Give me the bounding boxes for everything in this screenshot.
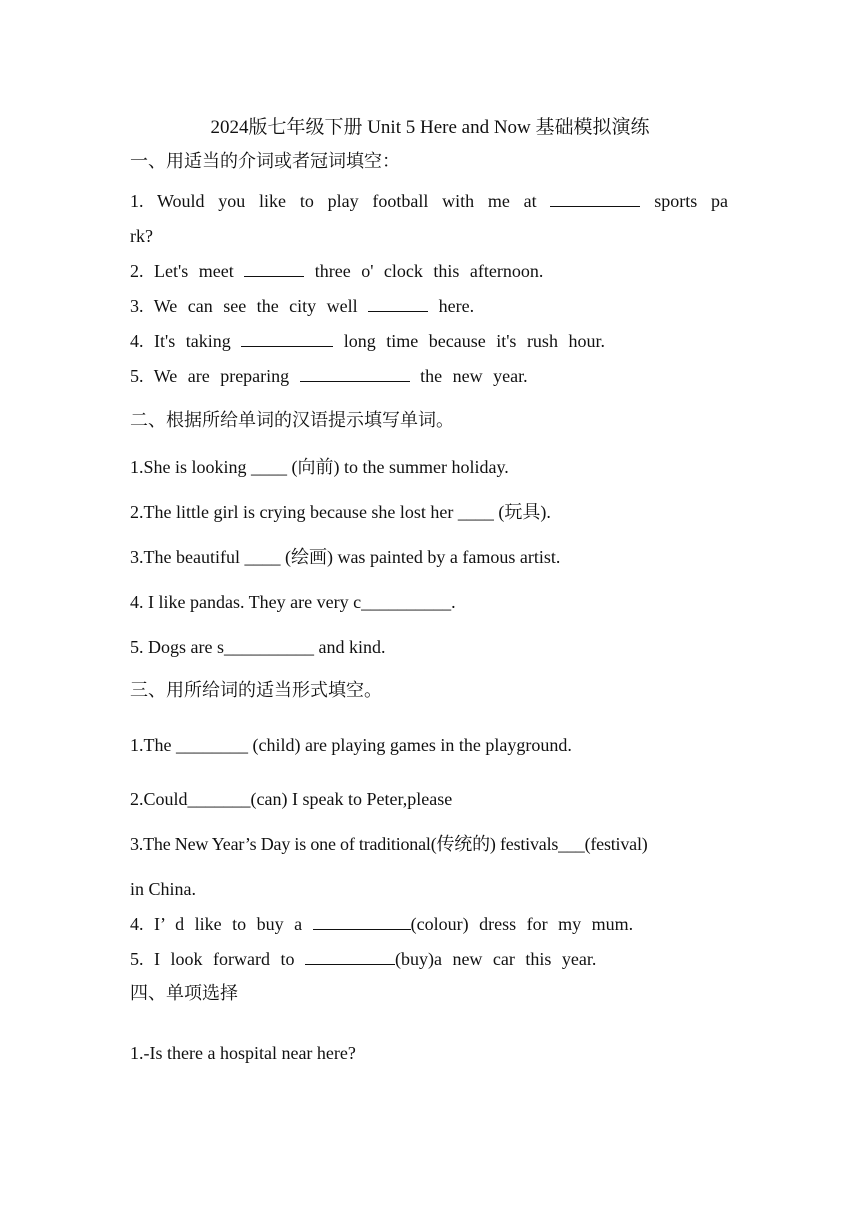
question-3-2: 2.Could_______(can) I speak to Peter,please	[130, 789, 453, 809]
answer-blank[interactable]	[300, 365, 410, 382]
answer-blank[interactable]	[368, 295, 428, 312]
answer-blank[interactable]	[241, 330, 333, 347]
question-2-1: 1.She is looking ____ (向前) to the summer holiday.	[130, 457, 509, 477]
question-4-1: 1.-Is there a hospital near here?	[130, 1043, 356, 1063]
document-title: 2024版七年级下册 Unit 5 Here and Now 基础模拟演练	[210, 117, 650, 138]
answer-blank[interactable]	[550, 190, 640, 207]
question-1-2: 2. Let's meet three o' clock this afternoon.	[130, 261, 544, 281]
question-1-4: 4. It's taking long time because it's rush hour.	[130, 331, 605, 351]
question-3-3: 3.The New Year’s Day is one of traditional(传统的) festivals___(festival)	[130, 834, 648, 854]
question-2-2: 2.The little girl is crying because she lost her ____ (玩具).	[130, 502, 551, 522]
section-2-heading: 二、根据所给单词的汉语提示填写单词。	[130, 410, 454, 431]
question-2-5: 5. Dogs are s__________ and kind.	[130, 637, 386, 657]
question-3-1: 1.The ________ (child) are playing games in the playground.	[130, 735, 572, 755]
answer-blank[interactable]	[244, 260, 304, 277]
section-4-heading: 四、单项选择	[130, 983, 238, 1004]
question-2-3: 3.The beautiful ____ (绘画) was painted by a famous artist.	[130, 547, 561, 567]
question-1-1-continued: rk?	[130, 226, 153, 246]
question-3-4: 4. I’ d like to buy a (colour) dress for my mum.	[130, 914, 634, 934]
section-3-heading: 三、用所给词的适当形式填空。	[130, 680, 382, 701]
question-3-3-continued: in China.	[130, 879, 196, 899]
section-1-heading: 一、用适当的介词或者冠词填空：	[130, 151, 400, 172]
answer-blank[interactable]	[305, 948, 395, 965]
answer-blank[interactable]	[313, 913, 411, 930]
question-2-4: 4. I like pandas. They are very c__________.	[130, 592, 456, 612]
question-1-3: 3. We can see the city well here.	[130, 296, 475, 316]
question-3-5: 5. I look forward to (buy)a new car this year.	[130, 949, 597, 969]
question-1-5: 5. We are preparing the new year.	[130, 366, 528, 386]
question-1-1: 1. Would you like to play football with me at sports pa	[130, 191, 728, 211]
